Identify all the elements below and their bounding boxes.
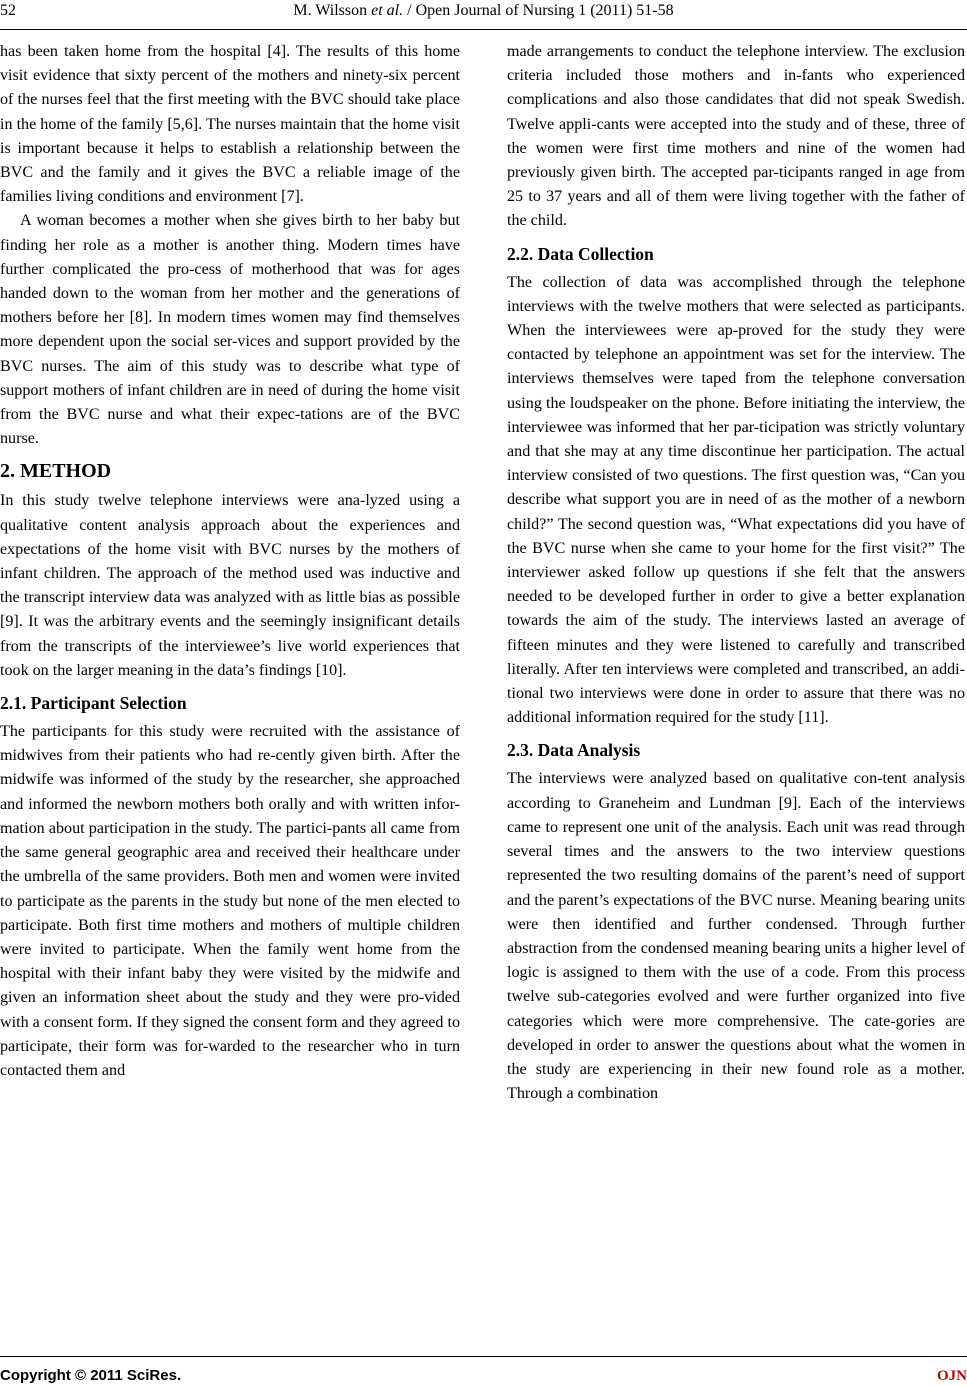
page-footer: [0, 1356, 967, 1386]
subsection-heading-participant-selection: 2.1. Participant Selection: [0, 693, 187, 714]
running-title: M. Wilsson et al. / Open Journal of Nursing 1 (2011) 51-58: [293, 2, 674, 19]
subsection-heading-data-collection: 2.2. Data Collection: [507, 243, 654, 264]
left-column: [0, 40, 460, 1083]
journal-abbreviation: OJN: [937, 1368, 967, 1384]
paragraph: A woman becomes a mother when she gives birth to her baby but finding her role as a mother is another thing. Modern times have further complicated the pro-cess of motherhood that was for ages handed down to the woman from her mother and the generations of mothers before her [8]. In modern times women may find themselves more dependent upon the social ser-vices and support provided by the BVC nurses. The aim of this study was to describe what type of support mothers of infant children are in need of during the home visit from the BVC nurse and what their expec-tations are of the BVC nurse.: [0, 212, 460, 448]
paragraph: The participants for this study were recruited with the assistance of midwives from their patients who had re-cently given birth. After the midwife was informed of the study by the researcher, she approached and informed the newborn mothers both orally and with written infor-mation about participation in the study. The partici-pants all came from the same general geographic area and received their healthcare under the umbrella of the same providers. Both men and women were invited to participate as the parents in the study but none of the men elected to participate. Both first time mothers and mothers of multiple children were invited to participate. When the family went home from the hospital with their infant baby they were visited by the midwife and given an information sheet about the study and they were pro-vided with a consent form. If they signed the consent form and they agreed to participate, their form was for-warded to the researcher who in turn contacted them and: [0, 723, 460, 1079]
section-heading-method: 2. METHOD: [0, 460, 112, 483]
page-number: 52: [0, 2, 16, 19]
copyright-notice: Copyright © 2011 SciRes.: [0, 1367, 182, 1384]
page-header: [0, 0, 967, 30]
paragraph: In this study twelve telephone interviews were ana-lyzed using a qualitative content analysis approach about the experiences and expectations of the home visit with BVC nurses by the mothers of infant children. The approach of the method used was inductive and the transcript interview data was analyzed with as little bias as possible [9]. It was the arbitrary events and the seemingly insignificant details from the transcripts of the interviewee’s live world experiences that took on the larger meaning in the data’s findings [10].: [0, 492, 460, 679]
paragraph: The interviews were analyzed based on qualitative con-tent analysis according to Graneheim and Lundman [9]. Each of the interviews came to represent one unit of the analysis. Each unit was read through several times and the answers to the two interview questions represented the two resulting domains of the parent’s need of support and the parent’s expectations of the BVC nurse. Meaning bearing units were then identified and further condensed. Through further abstraction from the condensed meaning bearing units a higher level of logic is assigned to them with the use of a code. From this process twelve sub-categories evolved and were further organized into five categories which were more comprehensive. The cate-gories are developed in order to answer the questions about what the women in the study are experiencing in their new found role as a mother. Through a combination: [507, 770, 965, 1103]
subsection-heading-data-analysis: 2.3. Data Analysis: [507, 740, 641, 761]
paragraph: made arrangements to conduct the telephone interview. The exclusion criteria included those mothers and in-fants who experienced complications and also those candidates that did not speak Swedish. Twelve appli-cants were accepted into the study and of these, three of the women were first time mothers and nine of the women had previously given birth. The accepted par-ticipants ranged in age from 25 to 37 years and all of them were living together with the father of the child.: [507, 43, 965, 230]
paragraph: The collection of data was accomplished through the telephone interviews with the twelve mothers that were selected as participants. When the interviewees were ap-proved for the study they were contacted by telephone an appointment was set for the interview. The interviews themselves were taped from the telephone conversation using the loudspeaker on the phone. Before initiating the interview, the interviewee was informed that her par-ticipation was strictly voluntary and that she may at any time discontinue her participation. The actual interview consisted of two questions. The first question was, “Can you describe what support you are in need of as the mother of a newborn child?” The second question was, “What expectations did you have of the BVC nurse when she came to your home for the first visit?” The interviewer asked follow up questions if she felt that the answers needed to be developed further in order to give a better explanation towards the aim of the study. The interviews lasted an average of fifteen minutes and they were listened to carefully and transcribed literally. After ten interviews were completed and transcribed, an addi-tional two interviews were done in order to assure that there was no additional information required for the study [11].: [507, 273, 965, 727]
footer-divider: [0, 1356, 967, 1357]
header-divider: [0, 29, 967, 30]
right-column: [507, 40, 965, 1106]
paragraph: has been taken home from the hospital [4]. The results of this home visit evidence that sixty percent of the mothers and ninety-six percent of the nurses feel that the first meeting with the BVC should take place in the home of the family [5,6]. The nurses maintain that the home visit is important because it helps to establish a relationship between the BVC and the family and it gives the BVC a reliable image of the families living conditions and environment [7].: [0, 43, 460, 206]
